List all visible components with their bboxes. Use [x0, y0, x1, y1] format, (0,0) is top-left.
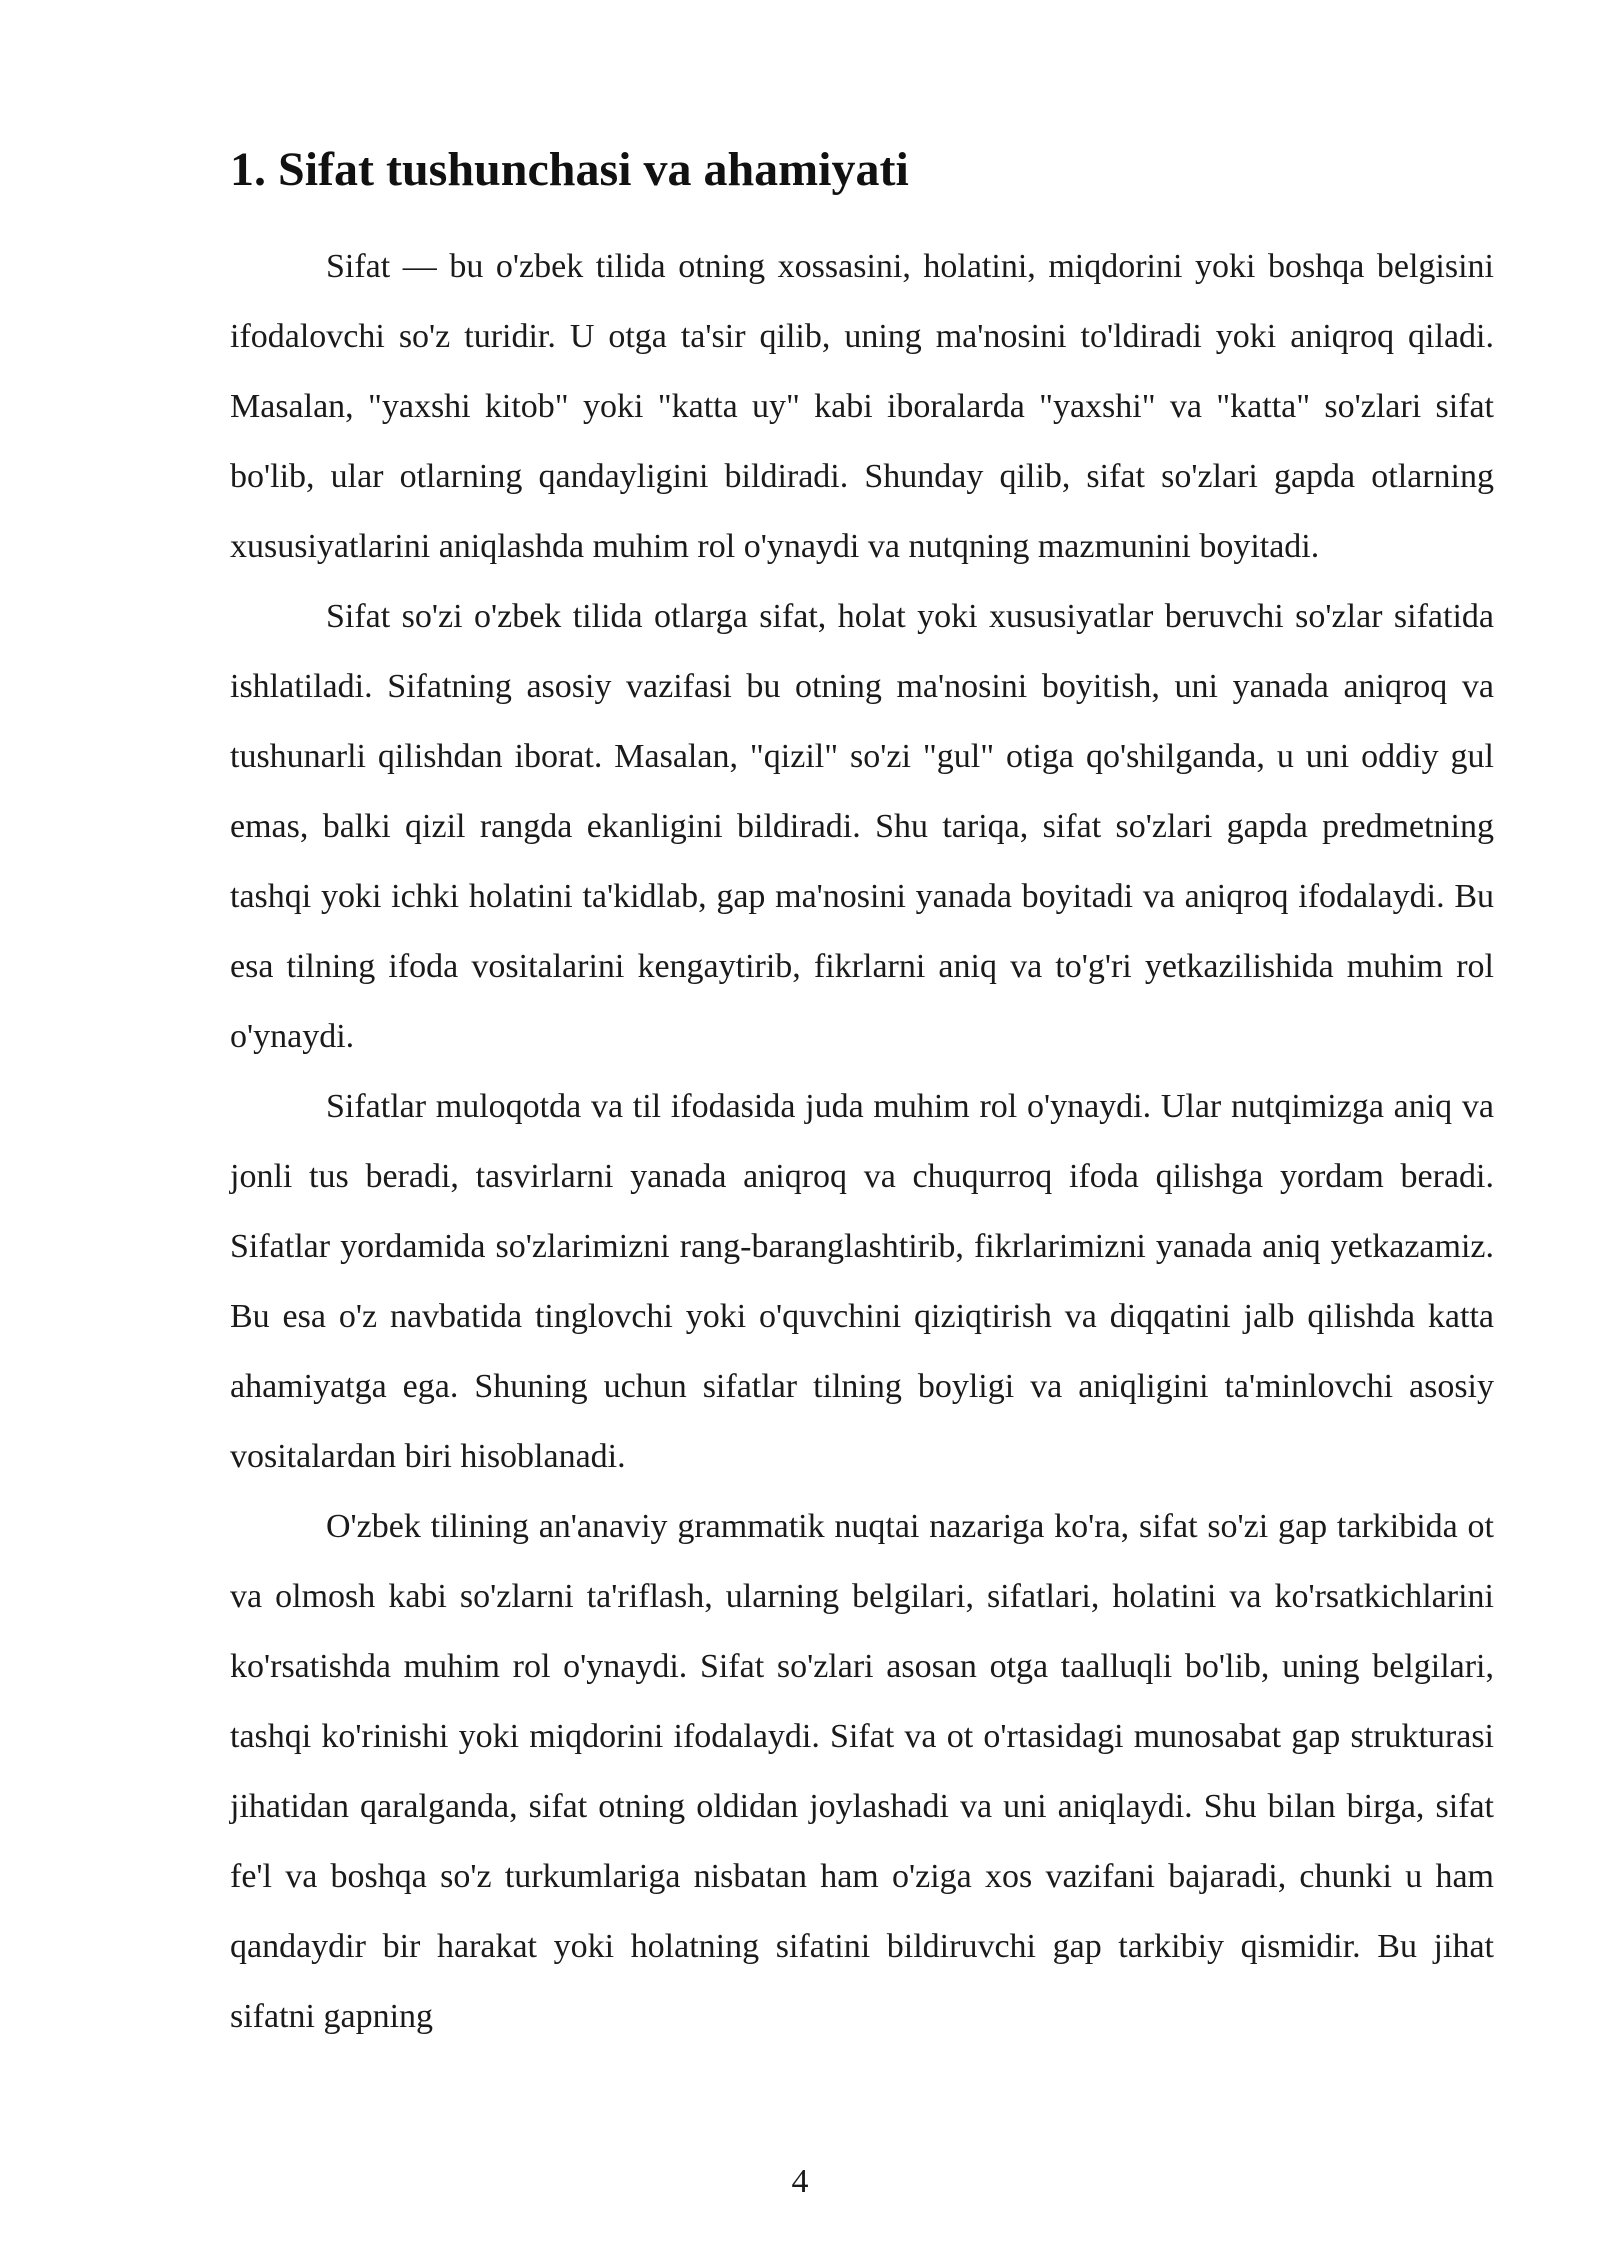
- page-content: [230, 138, 1494, 2052]
- paragraph-2: Sifat so'zi o'zbek tilida otlarga sifat, holat yoki xususiyatlar beruvchi so'zlar sifatida ishlatiladi. Sifatning asosiy vazifasi bu otning ma'nosini boyitish, uni yanada aniqroq va tushunarli qilishdan iborat. Masalan, "qizil" so'zi "gul" otiga qo'shilganda, u uni oddiy gul emas, balki qizil rangda ekanligini bildiradi. Shu tariqa, sifat so'zlari gapda predmetning tashqi yoki ichki holatini ta'kidlab, gap ma'nosini yanada boyitadi va aniqroq ifodalaydi. Bu esa tilning ifoda vositalarini kengaytirib, fikrlarni aniq va to'g'ri yetkazilishida muhim rol o'ynaydi.: [230, 598, 1494, 1055]
- paragraph-4: O'zbek tilining an'anaviy grammatik nuqtai nazariga ko'ra, sifat so'zi gap tarkibida ot va olmosh kabi so'zlarni ta'riflash, ularning belgilari, sifatlari, holatini va ko'rsatkichlarini ko'rsatishda muhim rol o'ynaydi. Sifat so'zlari asosan otga taalluqli bo'lib, uning belgilari, tashqi ko'rinishi yoki miqdorini ifodalaydi. Sifat va ot o'rtasidagi munosabat gap strukturasi jihatidan qaralganda, sifat otning oldidan joylashadi va uni aniqlaydi. Shu bilan birga, sifat fe'l va boshqa so'z turkumlariga nisbatan ham o'ziga xos vazifani bajaradi, chunki u ham qandaydir bir harakat yoki holatning sifatini bildiruvchi gap tarkibiy qismidir. Bu jihat sifatni gapning: [230, 1508, 1494, 2035]
- paragraph-1: Sifat — bu o'zbek tilida otning xossasini, holatini, miqdorini yoki boshqa belgisini ifodalovchi so'z turidir. U otga ta'sir qilib, uning ma'nosini to'ldiradi yoki aniqroq qiladi. Masalan, "yaxshi kitob" yoki "katta uy" kabi iboralarda "yaxshi" va "katta" so'zlari sifat bo'lib, ular otlarning qandayligini bildiradi. Shunday qilib, sifat so'zlari gapda otlarning xususiyatlarini aniqlashda muhim rol o'ynaydi va nutqning mazmunini boyitadi.: [230, 248, 1494, 565]
- paragraph-3: Sifatlar muloqotda va til ifodasida juda muhim rol o'ynaydi. Ular nutqimizga aniq va jonli tus beradi, tasvirlarni yanada aniqroq va chuqurroq ifoda qilishga yordam beradi. Sifatlar yordamida so'zlarimizni rang-baranglashtirib, fikrlarimizni yanada aniq yetkazamiz. Bu esa o'z navbatida tinglovchi yoki o'quvchini qiziqtirish va diqqatini jalb qilishda katta ahamiyatga ega. Shuning uchun sifatlar tilning boyligi va aniqligini ta'minlovchi asosiy vositalardan biri hisoblanadi.: [230, 1088, 1494, 1475]
- section-heading: 1. Sifat tushunchasi va ahamiyati: [230, 143, 909, 196]
- page-number: 4: [791, 2163, 809, 2200]
